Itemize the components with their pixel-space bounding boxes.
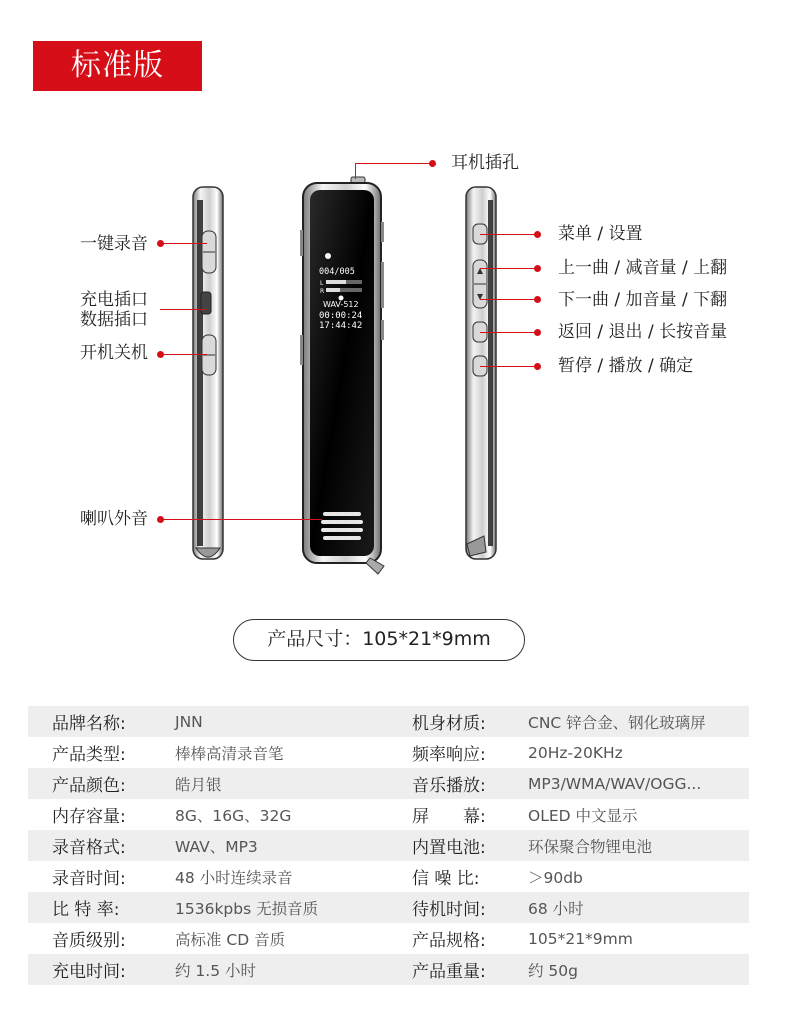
spec-value: 68 小时 — [528, 899, 584, 918]
label-next: 下一曲 / 加音量 / 下翻 — [558, 290, 728, 310]
screen-channel-right: R — [320, 288, 325, 295]
spec-key: 频率响应: — [412, 745, 486, 765]
callout-line-power — [160, 354, 207, 355]
callout-line-menu — [480, 234, 537, 235]
table-row — [28, 706, 749, 737]
label-back: 返回 / 退出 / 长按音量 — [558, 322, 728, 342]
spec-table — [28, 706, 749, 985]
callout-line-speaker — [160, 519, 322, 520]
spec-key: 内置电池: — [412, 838, 486, 858]
product-size: 产品尺寸：105*21*9mm — [233, 619, 525, 661]
table-row — [28, 768, 749, 799]
spec-key: 产品重量: — [412, 962, 486, 982]
spec-value: 约 1.5 小时 — [175, 961, 257, 980]
spec-value: 1536kpbs 无损音质 — [175, 899, 319, 918]
label-power: 开机关机 — [80, 343, 148, 363]
spec-key: 内存容量: — [52, 807, 126, 827]
callout-line-next — [480, 299, 537, 300]
spec-value: ＞90db — [528, 868, 583, 887]
spec-value: 约 50g — [528, 961, 578, 980]
device-front — [300, 177, 384, 574]
label-menu: 菜单 / 设置 — [558, 224, 643, 244]
callout-line-play — [480, 366, 537, 367]
spec-key: 品牌名称: — [52, 714, 126, 734]
screen-total: 17:44:42 — [319, 321, 363, 331]
label-record-key: 一键录音 — [80, 234, 148, 254]
screen-format: WAV-512 — [323, 300, 359, 309]
spec-key: 音质级别: — [52, 931, 126, 951]
table-row — [28, 923, 749, 954]
spec-key: 音乐播放: — [412, 776, 486, 796]
callout-dot-play — [534, 363, 541, 370]
spec-value: WAV、MP3 — [175, 837, 258, 856]
callout-line-earphone-vertical — [355, 163, 356, 179]
spec-value: 皓月银 — [175, 775, 222, 794]
spec-key: 充电时间: — [52, 962, 126, 982]
screen-channel-left: L — [320, 280, 324, 287]
label-prev: 上一曲 / 减音量 / 上翻 — [558, 258, 728, 278]
spec-value: 8G、16G、32G — [175, 806, 292, 825]
spec-key: 待机时间: — [412, 900, 486, 920]
callout-line-earphone — [355, 163, 432, 164]
label-data-port: 数据插口 — [80, 310, 148, 330]
spec-key: 产品颜色: — [52, 776, 126, 796]
label-play: 暂停 / 播放 / 确定 — [558, 356, 694, 376]
spec-value: CNC 锌合金、钢化玻璃屏 — [528, 713, 706, 732]
spec-key: 产品规格: — [412, 931, 486, 951]
device-right-side — [466, 187, 496, 559]
spec-value: 高标准 CD 音质 — [175, 930, 286, 949]
table-row — [28, 830, 749, 861]
callout-line-record — [160, 243, 207, 244]
edition-banner: 标准版 — [33, 41, 202, 91]
spec-key: 比 特 率: — [52, 900, 120, 920]
spec-value: OLED 中文显示 — [528, 806, 638, 825]
spec-key: 产品类型: — [52, 745, 126, 765]
spec-value: 棒棒高清录音笔 — [175, 744, 284, 763]
callout-dot-next — [534, 296, 541, 303]
table-row — [28, 892, 749, 923]
callout-line-charge — [160, 309, 206, 310]
callout-dot-prev — [534, 265, 541, 272]
callout-dot-back — [534, 329, 541, 336]
spec-value: 48 小时连续录音 — [175, 868, 293, 887]
label-charge-port: 充电插口 — [80, 290, 148, 310]
spec-value: 105*21*9mm — [528, 929, 633, 948]
callout-line-back — [480, 332, 537, 333]
spec-key: 屏 幕: — [412, 807, 486, 827]
label-speaker: 喇叭外音 — [80, 509, 148, 529]
callout-line-prev — [480, 268, 537, 269]
table-row — [28, 737, 749, 768]
screen-elapsed: 00:00:24 — [319, 311, 363, 321]
spec-key: 录音格式: — [52, 838, 126, 858]
spec-value: MP3/WMA/WAV/OGG... — [528, 774, 702, 793]
screen-track: 004/005 — [319, 267, 355, 277]
table-row — [28, 861, 749, 892]
spec-key: 机身材质: — [412, 714, 486, 734]
spec-value: JNN — [175, 712, 203, 731]
spec-value: 环保聚合物锂电池 — [528, 837, 653, 856]
spec-key: 录音时间: — [52, 869, 126, 889]
callout-dot-earphone — [429, 160, 436, 167]
table-row — [28, 799, 749, 830]
spec-value: 20Hz-20KHz — [528, 743, 623, 762]
spec-key: 信 噪 比: — [412, 869, 480, 889]
table-row — [28, 954, 749, 985]
callout-dot-menu — [534, 231, 541, 238]
label-earphone-jack: 耳机插孔 — [451, 153, 519, 173]
